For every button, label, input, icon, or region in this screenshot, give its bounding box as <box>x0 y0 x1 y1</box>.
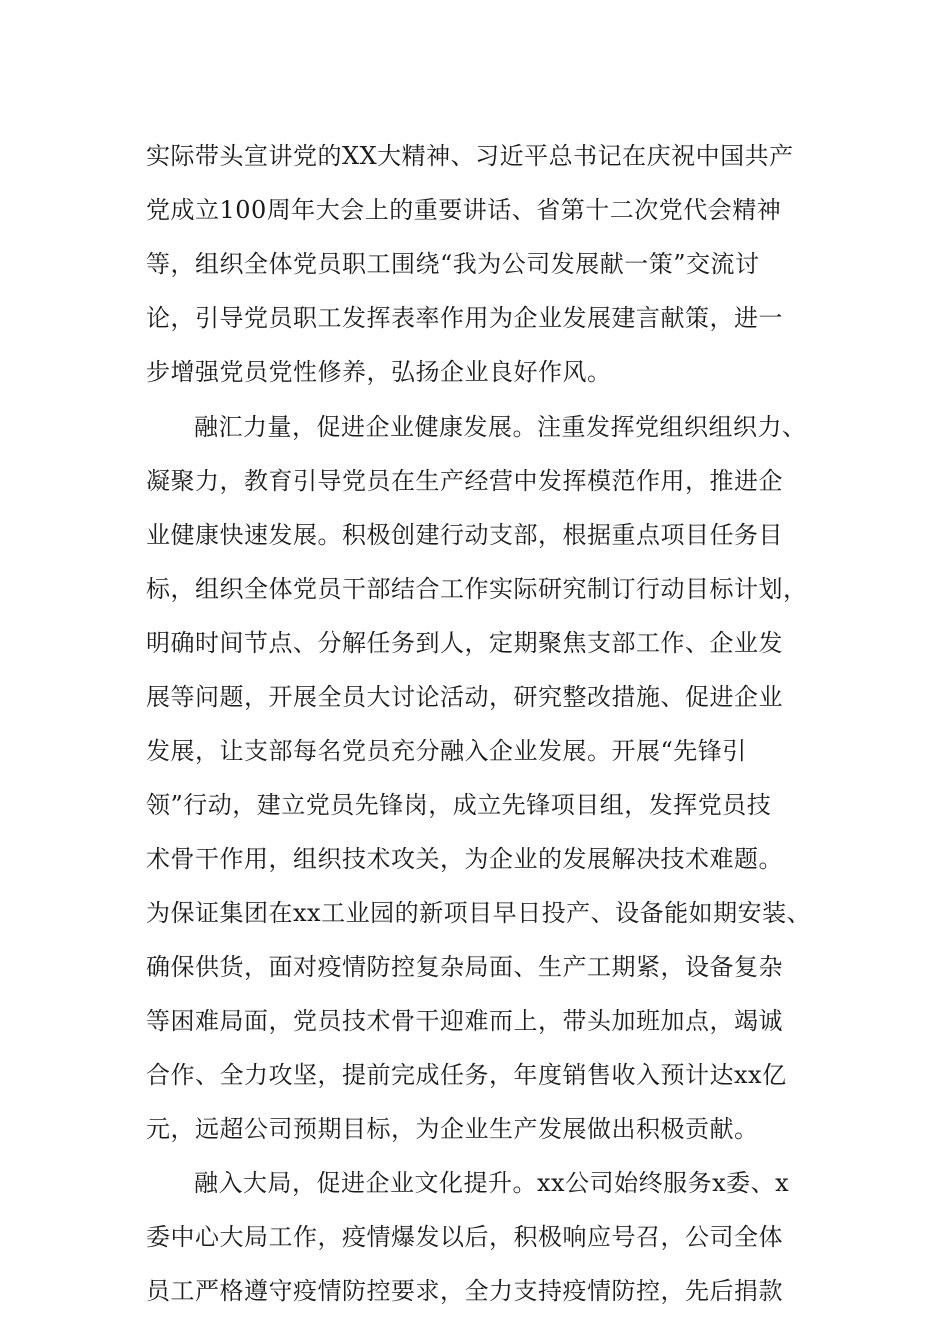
text-line: 论，引导党员职工发挥表率作用为企业发展建言献策，进一 <box>146 304 783 332</box>
text-line: 等困难局面，党员技术骨干迎难而上，带头加班加点，竭诚 <box>146 1007 783 1035</box>
text-line: 等，组织全体党员职工围绕“我为公司发展献一策”交流讨 <box>146 250 760 278</box>
text-line: 实际带头宣讲党的XX大精神、习近平总书记在庆祝中国共产 <box>146 142 794 170</box>
text-line: 党成立100周年大会上的重要讲话、省第十二次党代会精神 <box>146 196 782 224</box>
text-line: 员工严格遵守疫情防控要求，全力支持疫情防控，先后捐款 <box>146 1277 783 1305</box>
text-line: 元，远超公司预期目标，为企业生产发展做出积极贡献。 <box>146 1115 759 1143</box>
text-line: 业健康快速发展。积极创建行动支部，根据重点项目任务目 <box>146 521 783 549</box>
text-line: 领”行动，建立党员先锋岗，成立先锋项目组，发挥党员技 <box>146 791 772 819</box>
text-line: 步增强党员党性修养，弘扬企业良好作风。 <box>146 358 612 386</box>
paragraph-first-line: 融入大局，促进企业文化提升。xx公司始终服务x委、x <box>194 1169 790 1197</box>
text-line: 委中心大局工作，疫情爆发以后，积极响应号召，公司全体 <box>146 1223 783 1251</box>
text-line: 合作、全力攻坚，提前完成任务，年度销售收入预计达xx亿 <box>146 1061 787 1089</box>
text-line: 凝聚力，教育引导党员在生产经营中发挥模范作用，推进企 <box>146 467 783 495</box>
text-line: 为保证集团在xx工业园的新项目早日投产、设备能如期安装、 <box>146 899 812 927</box>
text-line: 术骨干作用，组织技术攻关，为企业的发展解决技术难题。 <box>146 845 783 873</box>
text-line: 明确时间节点、分解任务到人，定期聚焦支部工作、企业发 <box>146 629 783 657</box>
text-line: 展等问题，开展全员大讨论活动，研究整改措施、促进企业 <box>146 683 783 711</box>
text-line: 发展，让支部每名党员充分融入企业发展。开展“先锋引 <box>146 737 747 765</box>
text-line: 标，组织全体党员干部结合工作实际研究制订行动目标计划， <box>146 575 808 603</box>
paragraph-first-line: 融汇力量，促进企业健康发展。注重发挥党组织组织力、 <box>194 413 807 441</box>
text-line: 确保供货，面对疫情防控复杂局面、生产工期紧，设备复杂 <box>146 953 783 981</box>
